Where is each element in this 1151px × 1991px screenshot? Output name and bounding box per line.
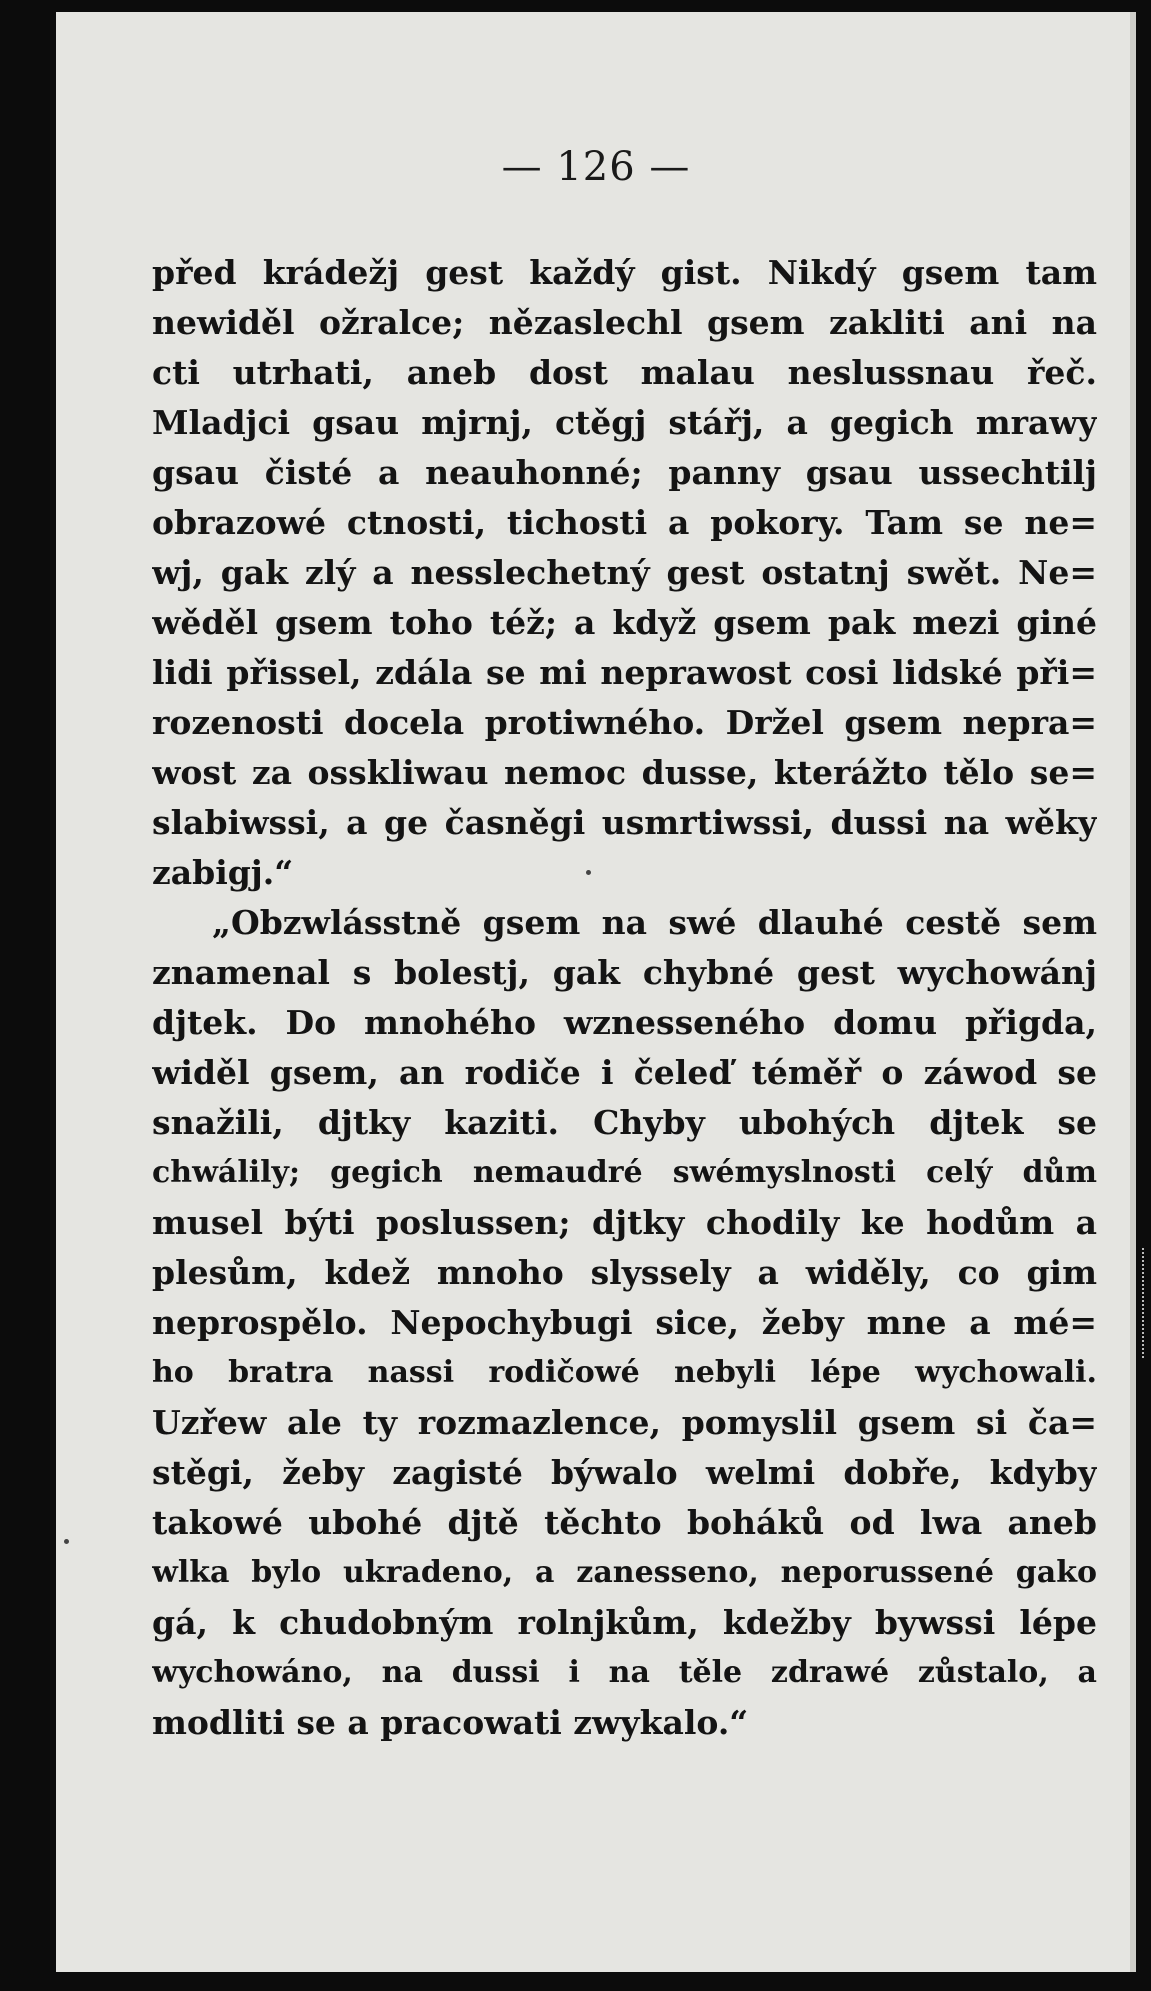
text-line: wychowáno, na dussi i na těle zdrawé zůstalo, a <box>152 1655 1097 1690</box>
page-edge <box>1130 12 1136 1972</box>
text-line: wj, gak zlý a nesslechetný gest ostatnj swět. Ne= <box>152 553 1097 592</box>
text-line: wlka bylo ukradeno, a zanesseno, neporussené gako <box>152 1555 1097 1590</box>
book-page <box>56 12 1136 1972</box>
text-line: newiděl ožralce; nězaslechl gsem zakliti ani na <box>152 303 1097 342</box>
text-line: chwálily; gegich nemaudré swémyslnosti celý dům <box>152 1155 1097 1190</box>
text-line: stěgi, žeby zagisté býwalo welmi dobře, kdyby <box>152 1453 1097 1492</box>
text-line: před krádežj gest každý gist. Nikdý gsem tam <box>152 253 1097 292</box>
text-line: zabigj.“ <box>152 853 294 892</box>
text-line: snažili, djtky kaziti. Chyby ubohých djtek se <box>152 1103 1097 1142</box>
text-line: Uzřew ale ty rozmazlence, pomyslil gsem si ča= <box>152 1403 1097 1442</box>
text-line: lidi přissel, zdála se mi neprawost cosi lidské při= <box>152 653 1097 692</box>
text-line: gsau čisté a neauhonné; panny gsau ussechtilj <box>152 453 1097 492</box>
text-line: wost za osskliwau nemoc dusse, kterážto tělo se= <box>152 753 1097 792</box>
text-line: widěl gsem, an rodiče i čeleď téměř o záwod se <box>152 1053 1097 1092</box>
text-line: gá, k chudobným rolnjkům, kdežby bywssi lépe <box>152 1603 1097 1642</box>
text-line: cti utrhati, aneb dost malau neslussnau řeč. <box>152 353 1097 392</box>
body-text <box>152 248 1097 1748</box>
margin-speck <box>64 1539 69 1544</box>
text-line: Mladjci gsau mjrnj, ctěgj stářj, a gegich mrawy <box>152 403 1097 442</box>
text-line: obrazowé ctnosti, tichosti a pokory. Tam se ne= <box>152 503 1097 542</box>
text-line: rozenosti docela protiwného. Držel gsem nepra= <box>152 703 1097 742</box>
text-line: djtek. Do mnohého wznesseného domu přigda, <box>152 1003 1097 1042</box>
text-line: znamenal s bolestj, gak chybné gest wychowánj <box>152 953 1097 992</box>
text-line: neprospělo. Nepochybugi sice, žeby mne a mé= <box>152 1303 1097 1342</box>
margin-speck <box>586 870 591 875</box>
text-line: plesům, kdež mnoho slyssely a widěly, co gim <box>152 1253 1097 1292</box>
text-line: musel býti poslussen; djtky chodily ke hodům a <box>152 1203 1097 1242</box>
text-line: slabiwssi, a ge časněgi usmrtiwssi, dussi na wěky <box>152 803 1097 842</box>
scan-edge-marks <box>1142 1248 1148 1358</box>
text-line: modliti se a pracowati zwykalo.“ <box>152 1703 749 1742</box>
text-line: ho bratra nassi rodičowé nebyli lépe wychowali. <box>152 1355 1097 1390</box>
text-line: takowé ubohé djtě těchto boháků od lwa aneb <box>152 1503 1097 1542</box>
page-number: — 126 — <box>501 144 691 190</box>
text-line: „Obzwlásstně gsem na swé dlauhé cestě sem <box>212 903 1097 942</box>
text-line: wěděl gsem toho též; a když gsem pak mezi giné <box>152 603 1097 642</box>
